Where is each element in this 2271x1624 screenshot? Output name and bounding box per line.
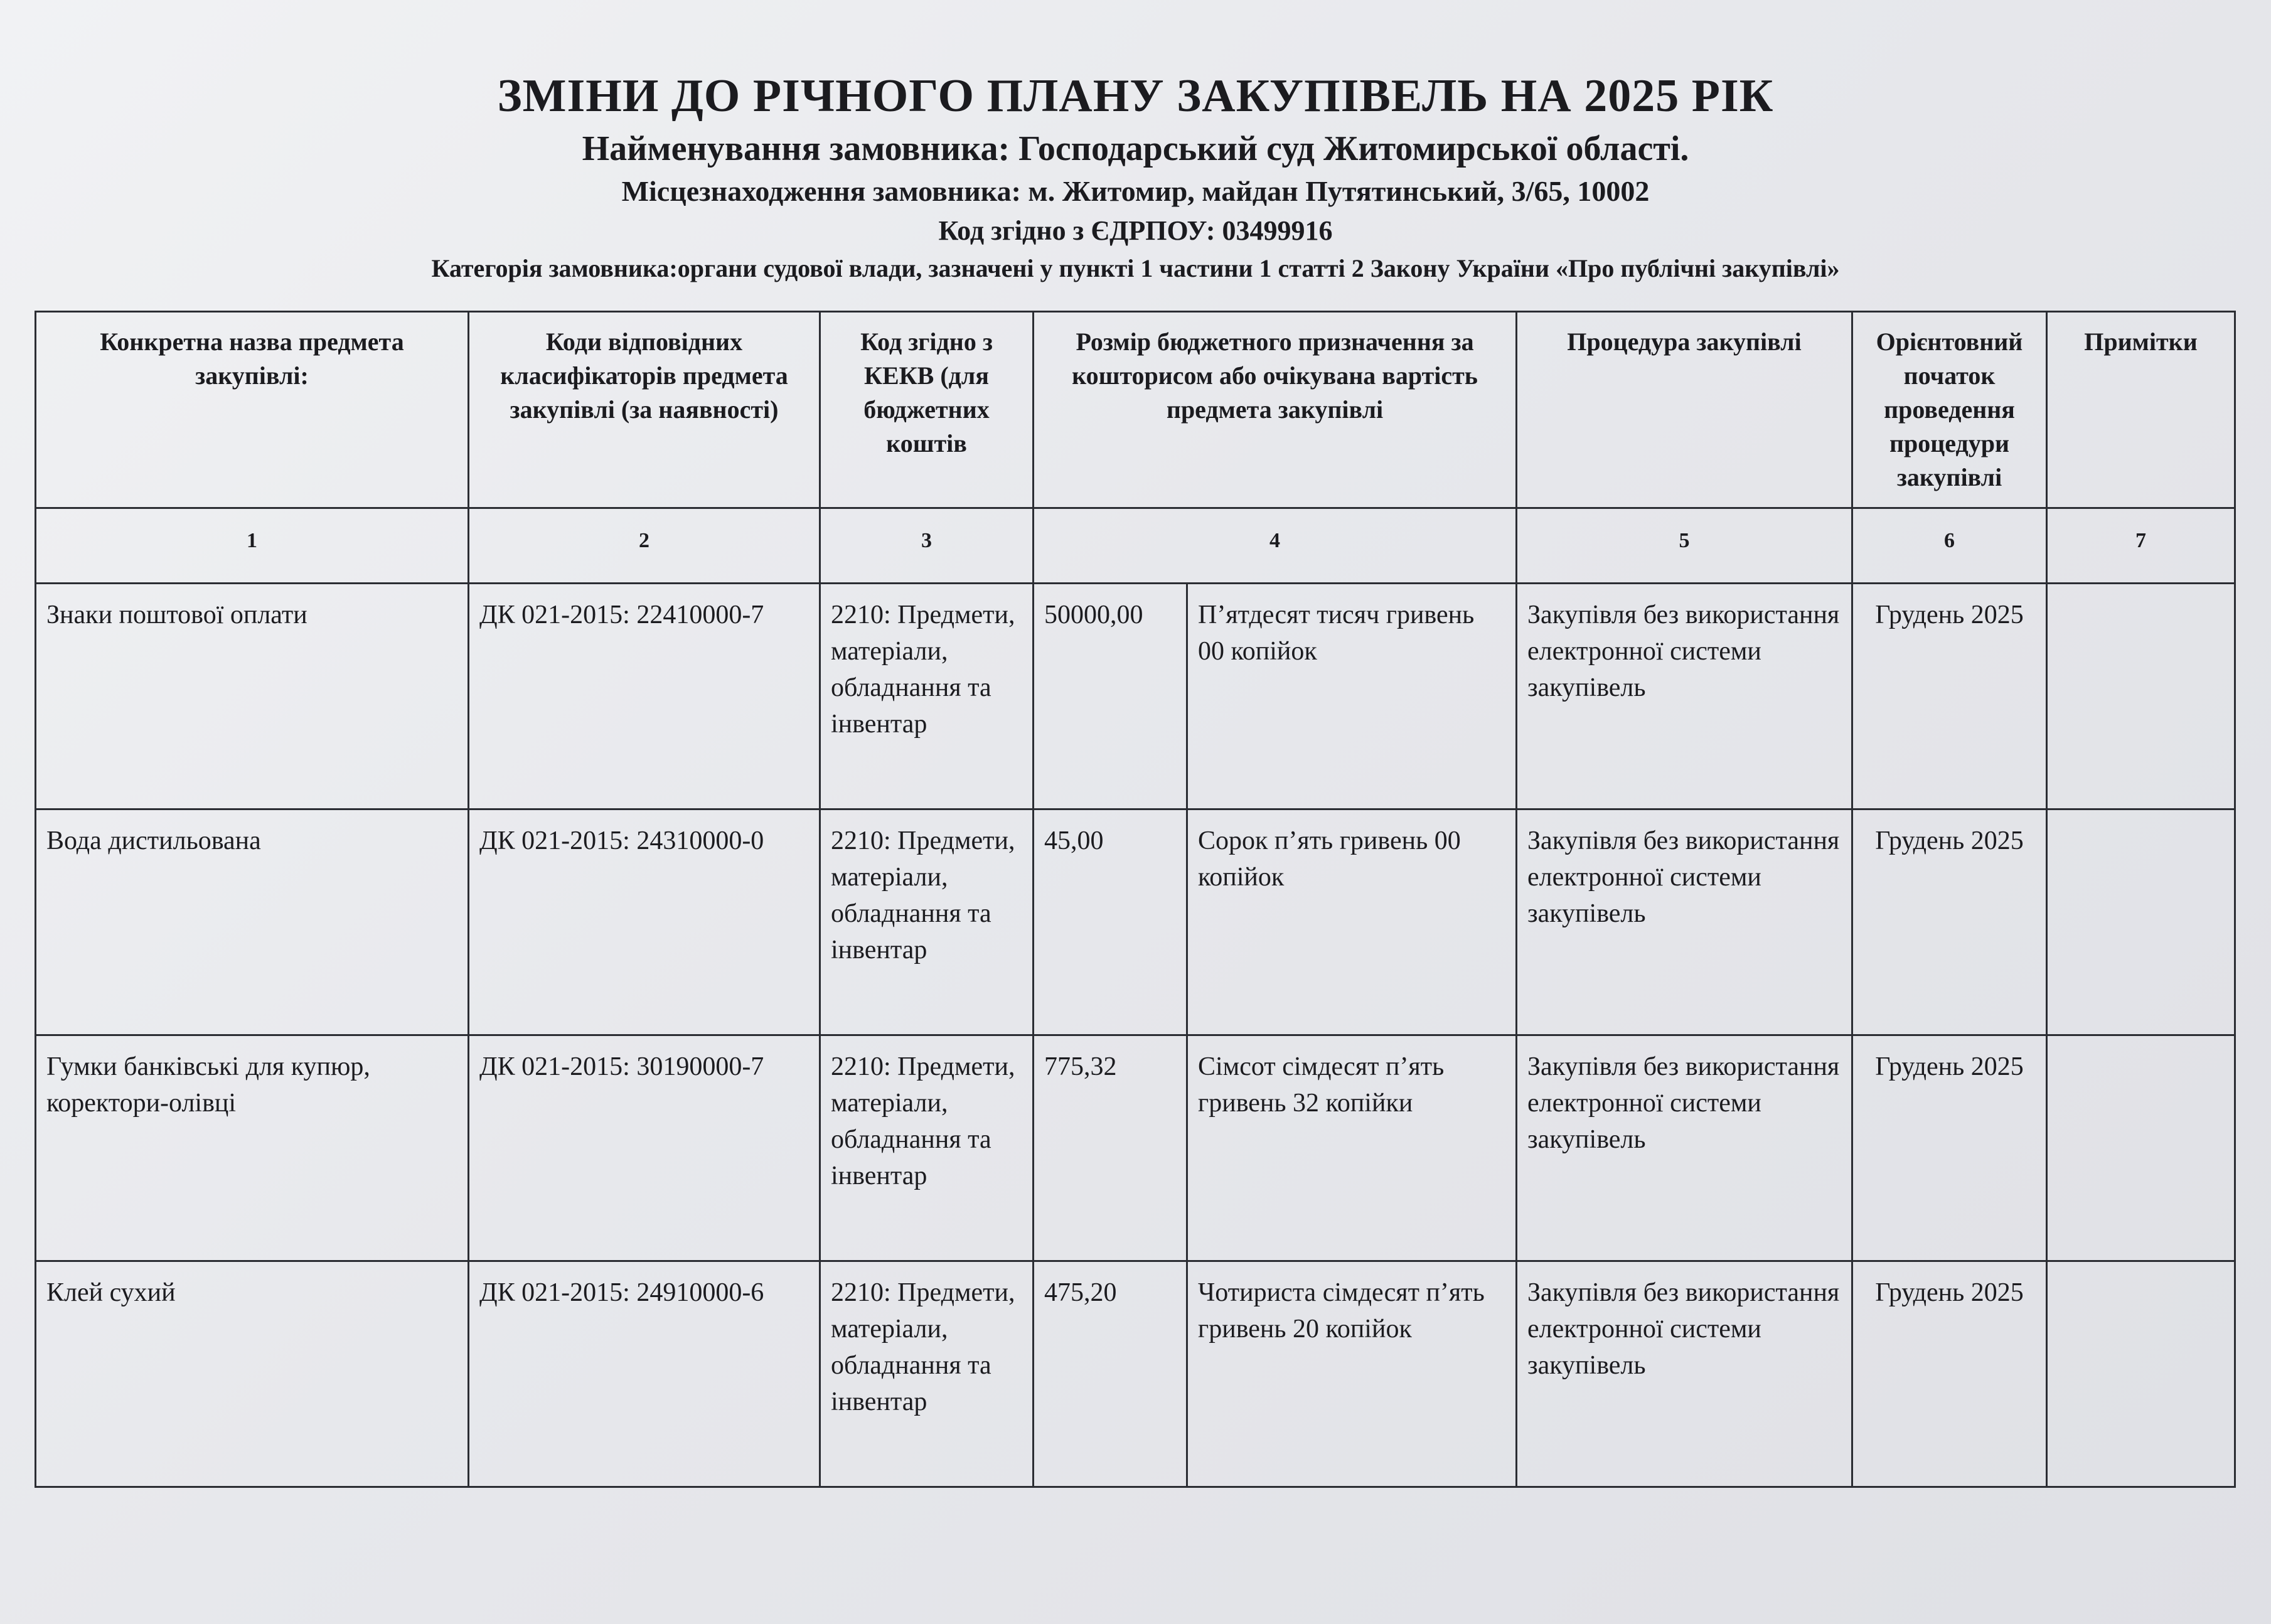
item-kekv: 2210: Предмети, матеріали, обладнання та інвентар — [820, 809, 1034, 1035]
col-number: 6 — [1852, 508, 2047, 584]
col-number: 7 — [2047, 508, 2235, 584]
col-header-procedure: Процедура закупівлі — [1517, 312, 1852, 508]
item-amount: 45,00 — [1034, 809, 1187, 1035]
item-amount-words: Сімсот сімдесят п’ять гривень 32 копійки — [1187, 1035, 1517, 1261]
customer-location: Місцезнаходження замовника: м. Житомир, майдан Путятинський, 3/65, 10002 — [621, 175, 1650, 207]
table-row — [36, 809, 2235, 1035]
customer-name: Найменування замовника: Господарський суд Житомирської області. — [582, 129, 1689, 168]
item-start: Грудень 2025 — [1852, 1261, 2047, 1487]
item-kekv: 2210: Предмети, матеріали, обладнання та інвентар — [820, 1035, 1034, 1261]
edrpou-code: Код згідно з ЄДРПОУ: 03499916 — [938, 215, 1333, 246]
document-header — [0, 66, 2271, 287]
item-procedure: Закупівля без використання електронної системи закупівель — [1517, 584, 1852, 809]
col-number: 4 — [1034, 508, 1517, 584]
table-row — [36, 1035, 2235, 1261]
item-start: Грудень 2025 — [1852, 809, 2047, 1035]
item-kekv: 2210: Предмети, матеріали, обладнання та інвентар — [820, 1261, 1034, 1487]
table-row — [36, 1261, 2235, 1487]
col-number: 5 — [1517, 508, 1852, 584]
item-code: ДК 021-2015: 22410000-7 — [469, 584, 820, 809]
document-title: ЗМІНИ ДО РІЧНОГО ПЛАНУ ЗАКУПІВЕЛЬ НА 2025 РІК — [497, 70, 1774, 122]
item-notes — [2047, 584, 2235, 809]
item-name: Знаки поштової оплати — [36, 584, 469, 809]
col-header-notes: Примітки — [2047, 312, 2235, 508]
item-amount: 475,20 — [1034, 1261, 1187, 1487]
item-notes — [2047, 809, 2235, 1035]
item-name: Вода дистильована — [36, 809, 469, 1035]
item-notes — [2047, 1261, 2235, 1487]
col-header-codes: Коди відповідних класифікаторів предмета закупівлі (за наявності) — [469, 312, 820, 508]
table-row — [36, 584, 2235, 809]
item-amount-words: Чотириста сімдесят п’ять гривень 20 копійок — [1187, 1261, 1517, 1487]
item-name: Гумки банківські для купюр, коректори-олівці — [36, 1035, 469, 1261]
col-number: 2 — [469, 508, 820, 584]
col-header-budget: Розмір бюджетного призначення за кошторисом або очікувана вартість предмета закупівлі — [1034, 312, 1517, 508]
col-number: 1 — [36, 508, 469, 584]
item-amount-words: П’ятдесят тисяч гривень 00 копійок — [1187, 584, 1517, 809]
item-start: Грудень 2025 — [1852, 1035, 2047, 1261]
column-number-row — [36, 508, 2235, 584]
customer-category: Категорія замовника:органи судової влади, зазначені у пункті 1 частини 1 статті 2 Закону України «Про публічні закупівлі» — [431, 254, 1840, 282]
item-amount: 775,32 — [1034, 1035, 1187, 1261]
item-procedure: Закупівля без використання електронної системи закупівель — [1517, 1035, 1852, 1261]
table-header-row — [36, 312, 2235, 508]
item-code: ДК 021-2015: 24910000-6 — [469, 1261, 820, 1487]
item-procedure: Закупівля без використання електронної системи закупівель — [1517, 1261, 1852, 1487]
item-start: Грудень 2025 — [1852, 584, 2047, 809]
procurement-table — [35, 311, 2236, 1488]
item-notes — [2047, 1035, 2235, 1261]
item-code: ДК 021-2015: 24310000-0 — [469, 809, 820, 1035]
col-number: 3 — [820, 508, 1034, 584]
col-header-kekv: Код згідно з КЕКВ (для бюджетних коштів — [820, 312, 1034, 508]
item-name: Клей сухий — [36, 1261, 469, 1487]
col-header-name: Конкретна назва предмета закупівлі: — [36, 312, 469, 508]
item-code: ДК 021-2015: 30190000-7 — [469, 1035, 820, 1261]
item-procedure: Закупівля без використання електронної системи закупівель — [1517, 809, 1852, 1035]
item-amount-words: Сорок п’ять гривень 00 копійок — [1187, 809, 1517, 1035]
item-amount: 50000,00 — [1034, 584, 1187, 809]
item-kekv: 2210: Предмети, матеріали, обладнання та інвентар — [820, 584, 1034, 809]
col-header-start: Орієнтовний початок проведення процедури закупівлі — [1852, 312, 2047, 508]
